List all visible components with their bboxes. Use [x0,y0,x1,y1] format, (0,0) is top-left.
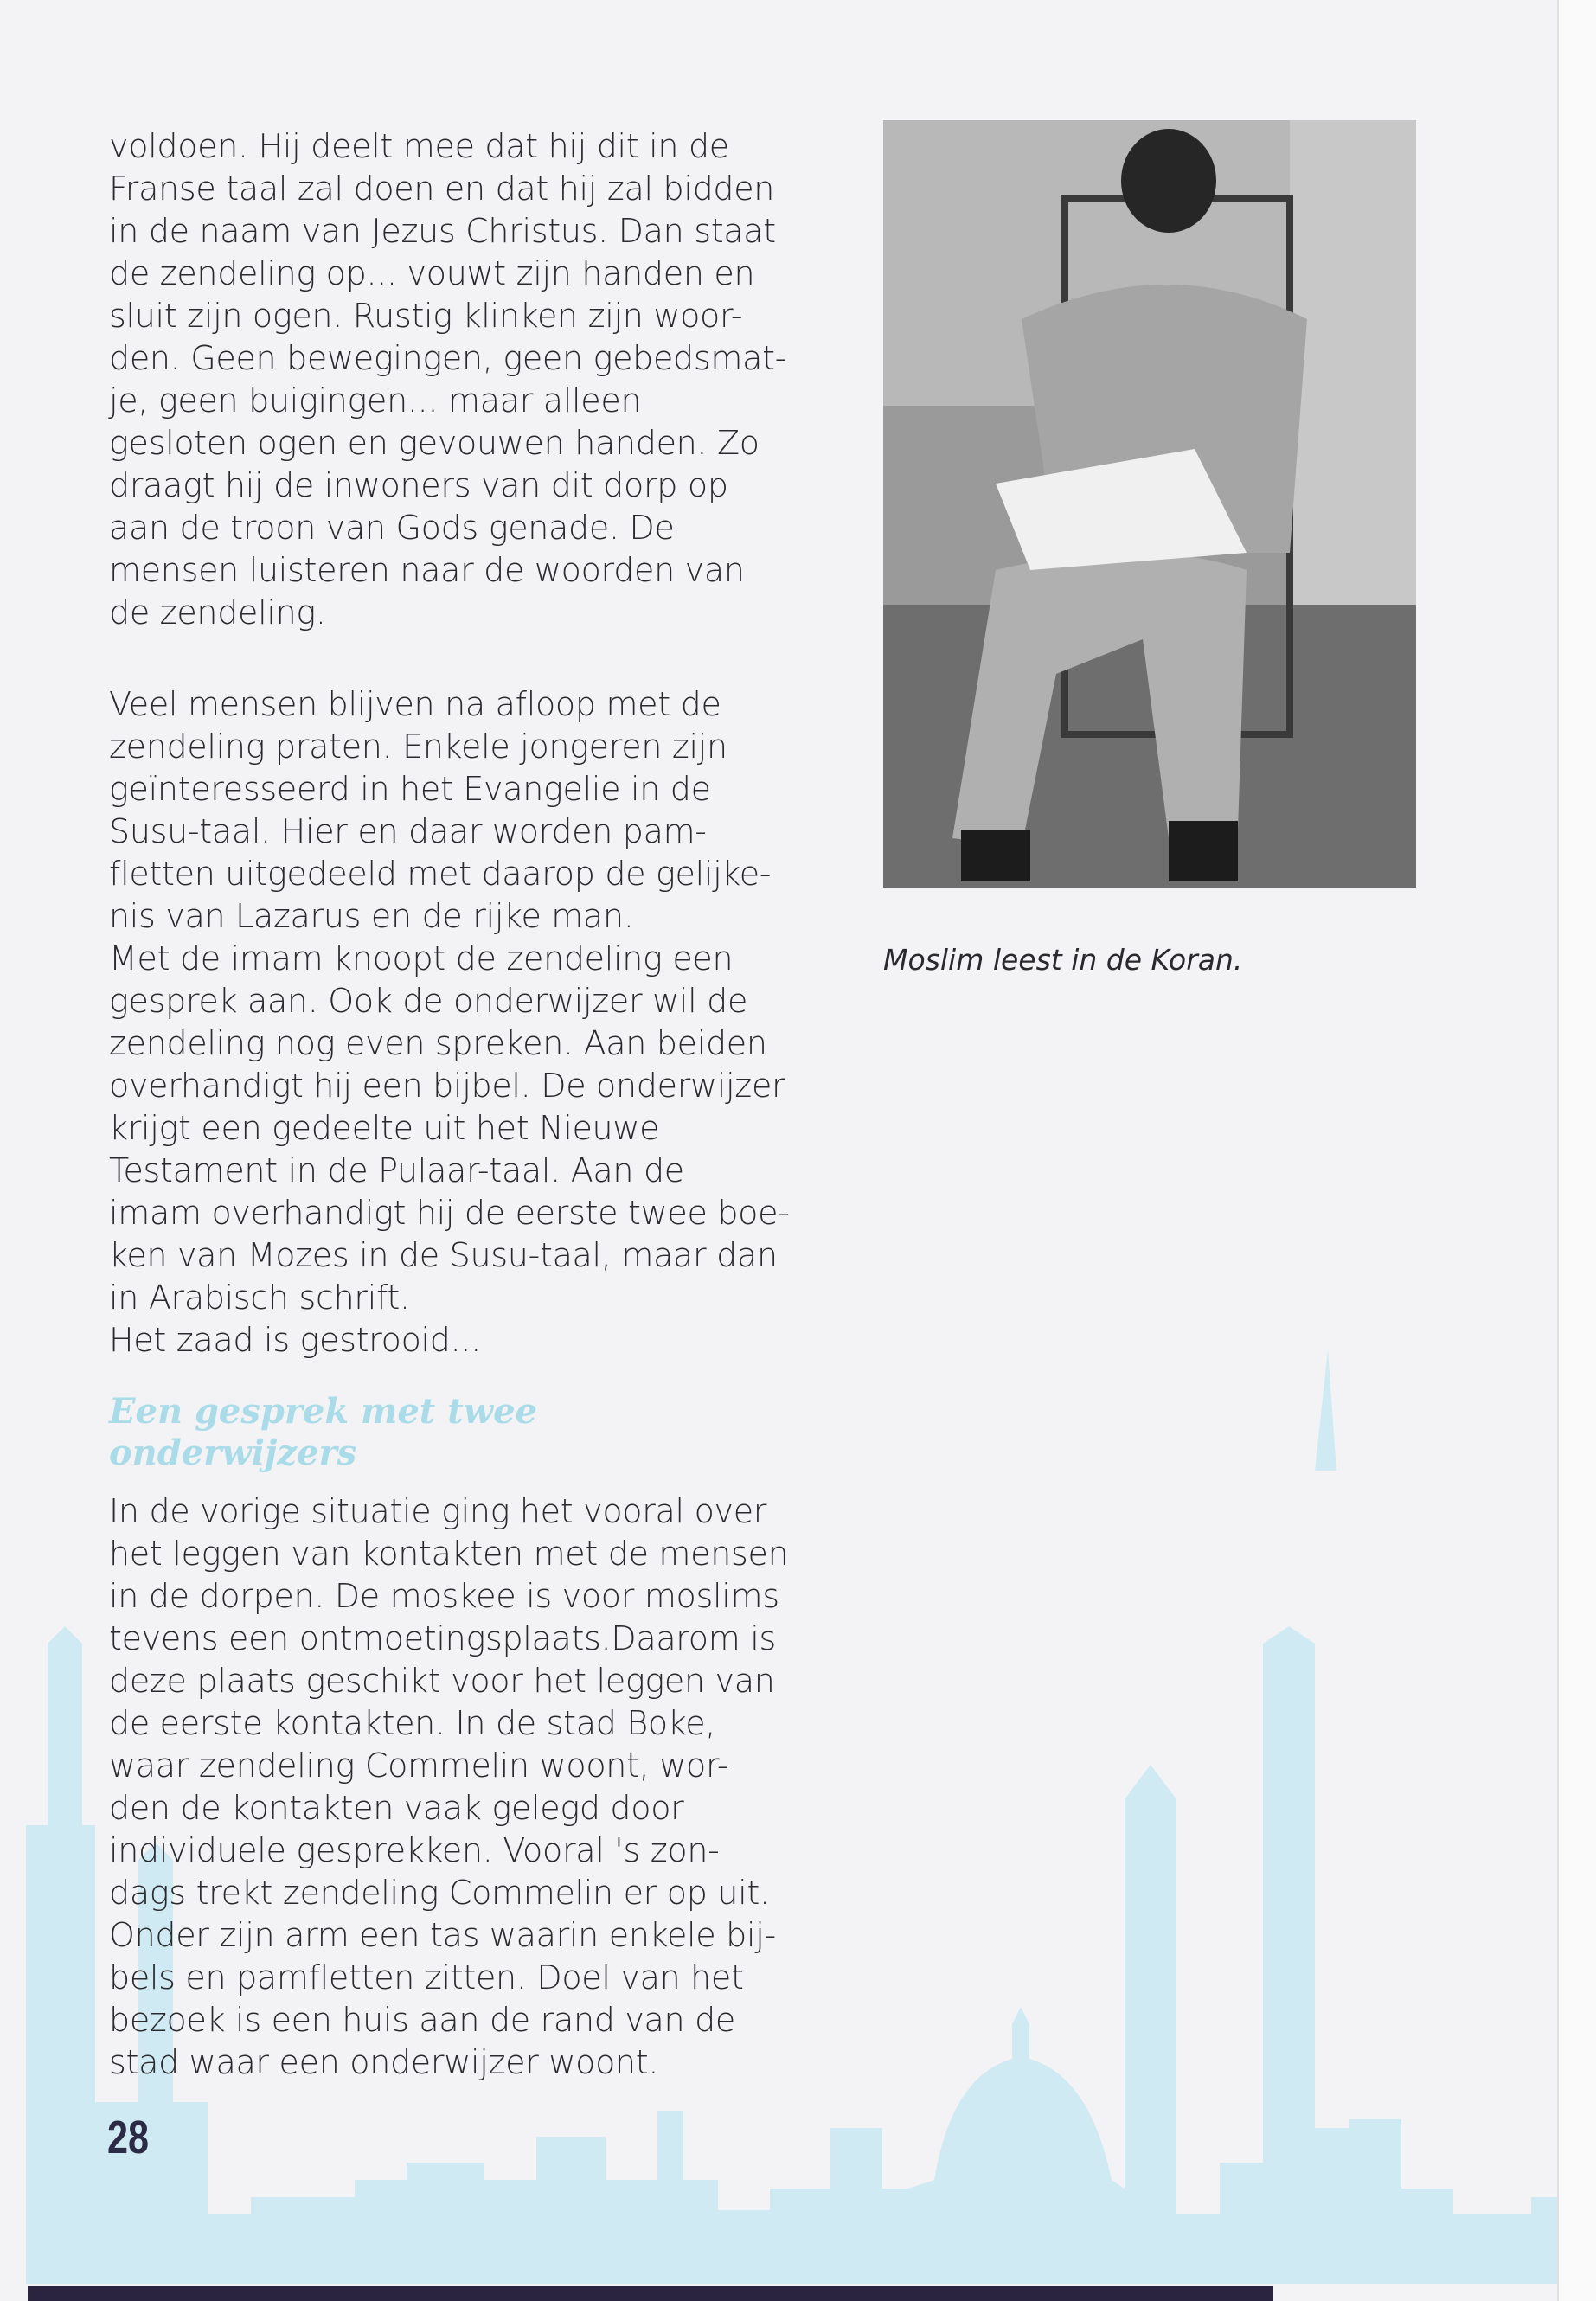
text-line: bezoek is een huis aan de rand van de [109,2001,735,2039]
paragraph-1 [109,125,786,634]
text-line: Het zaad is gestrooid... [109,1321,481,1359]
text-line: mensen luisteren naar de woorden van [109,551,745,589]
text-line: de zendeling. [109,593,326,631]
text-line: aan de troon van Gods genade. De [109,509,675,547]
text-line: de zendeling op... vouwt zijn handen en [109,254,755,292]
text-line: het leggen van kontakten met de mensen [109,1535,789,1573]
text-line: Met de imam knoopt de zendeling een [109,939,734,977]
text-line: voldoen. Hij deelt mee dat hij dit in de [109,127,729,165]
text-line: in de naam van Jezus Christus. Dan staat [109,212,776,250]
text-line: gesprek aan. Ook de onderwijzer wil de [109,982,748,1020]
page-edge [1557,0,1596,2301]
text-line: stad waar een onderwijzer woont. [109,2043,659,2081]
text-line: gesloten ogen en gevouwen handen. Zo [109,424,760,462]
text-line: individuele gesprekken. Vooral 's zon- [109,1831,720,1869]
page-number: 28 [107,2112,150,2163]
text-line: krijgt een gedeelte uit het Nieuwe [109,1109,660,1147]
text-line: de eerste kontakten. In de stad Boke, [109,1704,716,1742]
text-line: overhandigt hij een bijbel. De onderwijzer [109,1067,785,1105]
text-line: in de dorpen. De moskee is voor moslims [109,1577,779,1615]
text-line: Veel mensen blijven na afloop met de [109,685,721,723]
text-line: Testament in de Pulaar-taal. Aan de [109,1151,684,1189]
text-line: in Arabisch schrift. [109,1279,410,1317]
text-line: bels en pamfletten zitten. Doel van het [109,1958,744,1997]
paragraph-3 [109,1490,788,2084]
text-line: geïnteresseerd in het Evangelie in de [109,770,711,808]
heading-line: Een gesprek met twee [109,1391,537,1432]
bottom-border [28,2286,1273,2301]
text-line: den de kontakten vaak gelegd door [109,1789,684,1827]
text-line: deze plaats geschikt voor het leggen van [109,1662,775,1700]
text-line: Franse taal zal doen en dat hij zal bidden [109,170,775,208]
text-line: imam overhandigt hij de eerste twee boe- [109,1194,790,1232]
text-line: ken van Mozes in de Susu-taal, maar dan [109,1236,778,1274]
text-line: fletten uitgedeeld met daarop de gelijke- [109,855,772,893]
photo-caption: Moslim leest in de Koran. [883,943,1243,977]
photo-man-reading [883,120,1416,888]
text-line: In de vorige situatie ging het vooral over [109,1492,767,1530]
text-line: den. Geen bewegingen, geen gebedsmat- [109,339,787,377]
text-line: sluit zijn ogen. Rustig klinken zijn woor- [109,297,743,335]
text-line: je, geen buigingen... maar alleen [109,381,642,420]
section-heading [109,1391,537,1474]
text-line: zendeling praten. Enkele jongeren zijn [109,727,727,766]
text-line: dags trekt zendeling Commelin er op uit. [109,1874,770,1912]
text-line: Susu-taal. Hier en daar worden pam- [109,812,707,850]
text-line: tevens een ontmoetingsplaats.Daarom is [109,1619,776,1657]
text-line: nis van Lazarus en de rijke man. [109,897,634,935]
text-line: zendeling nog even spreken. Aan beiden [109,1024,767,1062]
text-line: draagt hij de inwoners van dit dorp op [109,466,728,504]
paragraph-2 [109,683,790,1362]
text-line: Onder zijn arm een tas waarin enkele bij- [109,1916,776,1954]
heading-line: onderwijzers [109,1433,357,1473]
text-line: waar zendeling Commelin woont, wor- [109,1747,729,1785]
